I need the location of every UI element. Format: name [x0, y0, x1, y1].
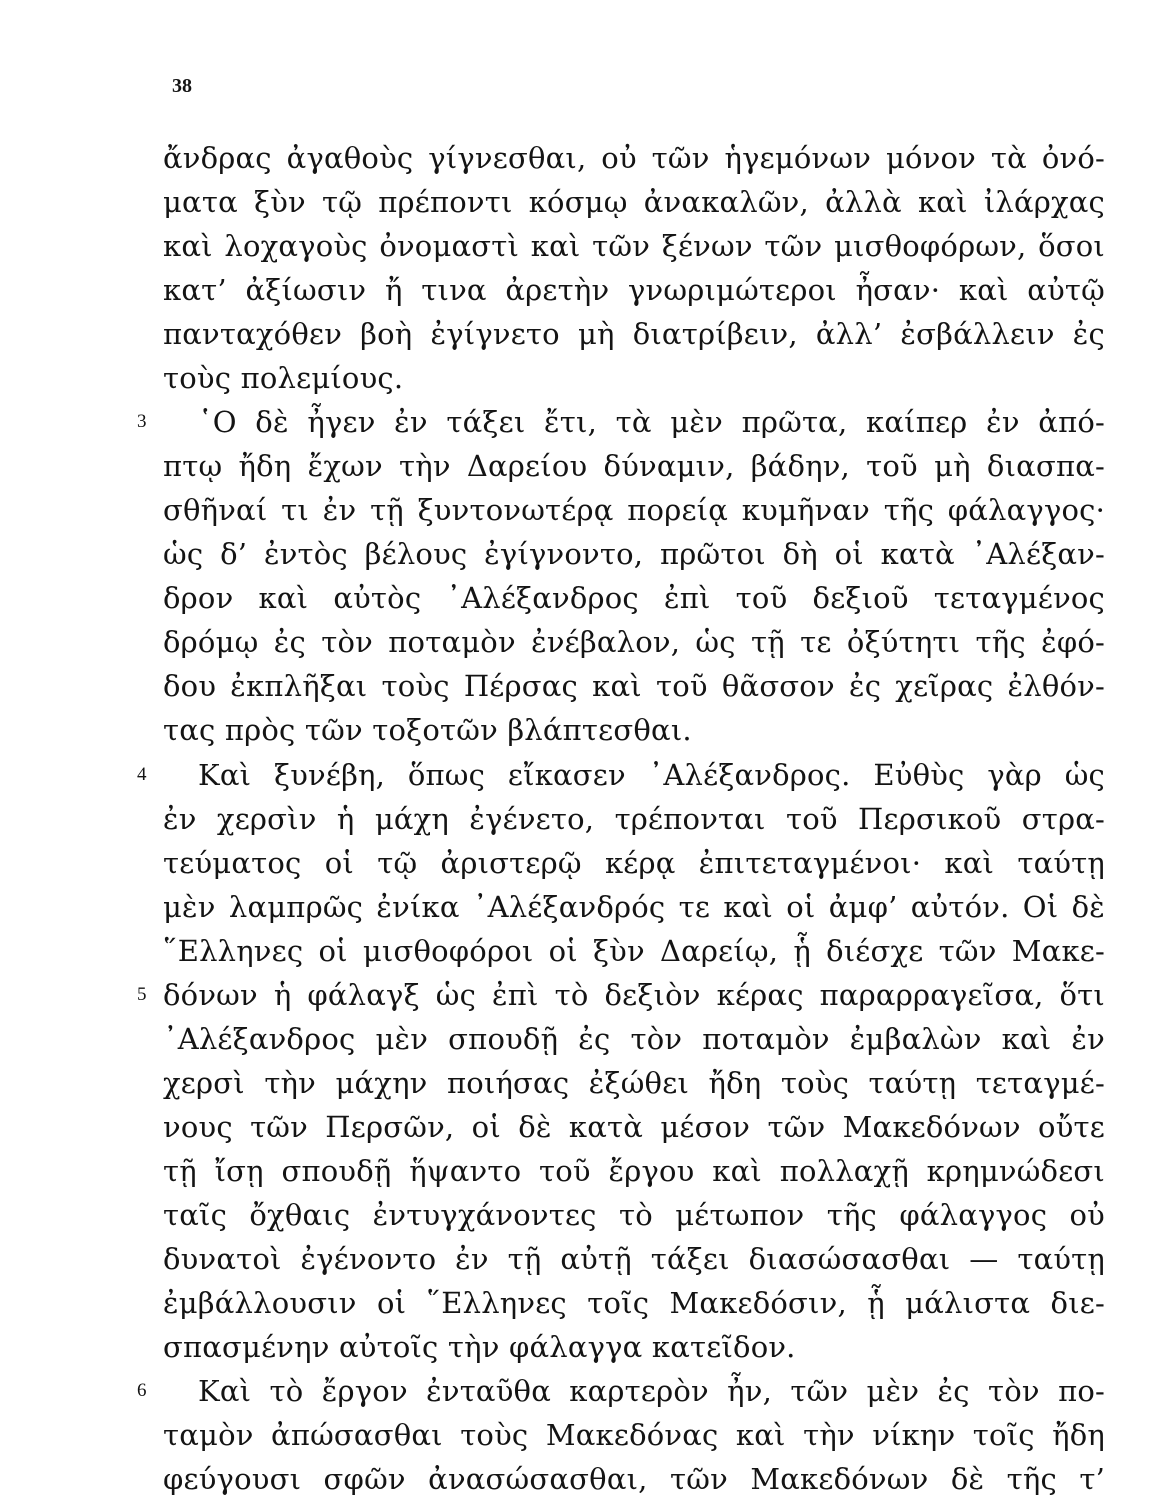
text-line: σθῆναί τι ἐν τῇ ξυντονωτέρᾳ πορείᾳ κυμῆναν τῆς φάλαγγος· [163, 493, 1105, 527]
text-line: πανταχόθεν βοὴ ἐγίγνετο μὴ διατρίβειν, ἀλλ’ ἐσβάλλειν ἐς [163, 317, 1105, 351]
text-line: τοὺς πολεμίους. [163, 361, 404, 395]
text-line: ματα ξὺν τῷ πρέποντι κόσμῳ ἀνακαλῶν, ἀλλὰ καὶ ἰλάρχας [163, 185, 1105, 219]
text-line: δυνατοὶ ἐγένοντο ἐν τῇ αὐτῇ τάξει διασώσασθαι — ταύτῃ [163, 1242, 1105, 1276]
text-line: τῇ ἴσῃ σπουδῇ ἥψαντο τοῦ ἔργου καὶ πολλαχῇ κρημνώδεσι [163, 1154, 1105, 1188]
text-line: ταμὸν ἀπώσασθαι τοὺς Μακεδόνας καὶ τὴν νίκην τοῖς ἤδη [163, 1418, 1105, 1452]
text-line: ἐν χερσὶν ἡ μάχη ἐγένετο, τρέπονται τοῦ Περσικοῦ στρα- [163, 802, 1105, 836]
text-line: τας πρὸς τῶν τοξοτῶν βλάπτεσθαι. [163, 713, 692, 747]
text-line: δρον καὶ αὐτὸς ᾿Αλέξανδρος ἐπὶ τοῦ δεξιοῦ τεταγμένος [163, 581, 1105, 615]
text-line: ταῖς ὄχθαις ἐντυγχάνοντες τὸ μέτωπον τῆς φάλαγγος οὐ [163, 1198, 1105, 1232]
text-line: ῞Ελληνες οἱ μισθοφόροι οἱ ξὺν Δαρείῳ, ᾗ διέσχε τῶν Μακε- [163, 934, 1105, 968]
text-line: καὶ λοχαγοὺς ὀνομαστὶ καὶ τῶν ξένων τῶν μισθοφόρων, ὅσοι [163, 229, 1105, 263]
text-line: πτῳ ἤδη ἔχων τὴν Δαρείου δύναμιν, βάδην, τοῦ μὴ διασπα- [163, 449, 1105, 483]
text-line: Καὶ τὸ ἔργον ἐνταῦθα καρτερὸν ἦν, τῶν μὲν ἐς τὸν πο- [198, 1374, 1105, 1408]
text-line: ᾿Αλέξανδρος μὲν σπουδῇ ἐς τὸν ποταμὸν ἐμβαλὼν καὶ ἐν [163, 1022, 1105, 1056]
section-number: 5 [137, 984, 147, 1005]
text-line: τεύματος οἱ τῷ ἀριστερῷ κέρᾳ ἐπιτεταγμένοι· καὶ ταύτῃ [163, 846, 1105, 880]
page-number: 38 [172, 75, 192, 97]
text-line: ἐμβάλλουσιν οἱ ῞Ελληνες τοῖς Μακεδόσιν, ᾗ μάλιστα διε- [163, 1286, 1105, 1320]
text-line: δόνων ἡ φάλαγξ ὡς ἐπὶ τὸ δεξιὸν κέρας παραρραγεῖσα, ὅτι [163, 978, 1105, 1012]
text-line: ἄνδρας ἀγαθοὺς γίγνεσθαι, οὐ τῶν ἡγεμόνων μόνον τὰ ὀνό- [163, 141, 1105, 175]
text-line: χερσὶ τὴν μάχην ποιήσας ἐξώθει ἤδη τοὺς ταύτῃ τεταγμέ- [163, 1066, 1105, 1100]
text-line: δου ἐκπλῆξαι τοὺς Πέρσας καὶ τοῦ θᾶσσον ἐς χεῖρας ἐλθόν- [163, 669, 1105, 703]
text-line: φεύγουσι σφῶν ἀνασώσασθαι, τῶν Μακεδόνων δὲ τῆς τ’ [163, 1462, 1105, 1496]
text-line: νους τῶν Περσῶν, οἱ δὲ κατὰ μέσον τῶν Μακεδόνων οὔτε [163, 1110, 1105, 1144]
section-number: 4 [137, 764, 147, 785]
text-line: Καὶ ξυνέβη, ὅπως εἴκασεν ᾿Αλέξανδρος. Εὐθὺς γὰρ ὡς [198, 758, 1105, 792]
section-number: 6 [137, 1380, 147, 1401]
text-line: ῾Ο δὲ ἦγεν ἐν τάξει ἔτι, τὰ μὲν πρῶτα, καίπερ ἐν ἀπό- [198, 405, 1105, 439]
text-line: μὲν λαμπρῶς ἐνίκα ᾿Αλέξανδρός τε καὶ οἱ ἀμφ’ αὐτόν. Οἱ δὲ [163, 890, 1105, 924]
text-line: κατ’ ἀξίωσιν ἤ τινα ἀρετὴν γνωριμώτεροι ἦσαν· καὶ αὐτῷ [163, 273, 1105, 307]
section-number: 3 [137, 411, 147, 432]
text-line: ὡς δ’ ἐντὸς βέλους ἐγίγνοντο, πρῶτοι δὴ οἱ κατὰ ᾿Αλέξαν- [163, 537, 1105, 571]
text-line: σπασμένην αὐτοῖς τὴν φάλαγγα κατεῖδον. [163, 1330, 796, 1364]
text-line: δρόμῳ ἐς τὸν ποταμὸν ἐνέβαλον, ὡς τῇ τε ὀξύτητι τῆς ἐφό- [163, 625, 1105, 659]
